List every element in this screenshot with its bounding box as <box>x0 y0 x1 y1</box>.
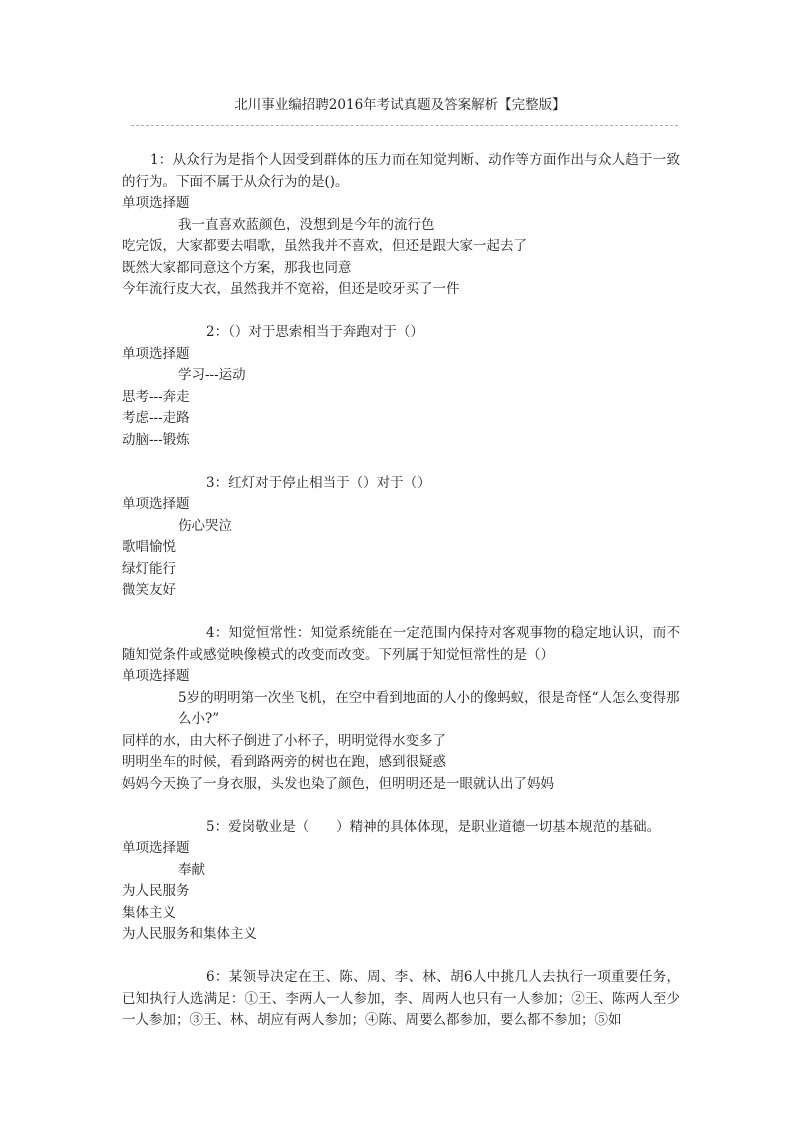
question-5 <box>122 817 680 946</box>
question-type: 单项选择题 <box>122 345 190 362</box>
option-c: 明明坐车的时候，看到路两旁的树也在跑，感到很疑惑 <box>122 754 446 770</box>
title-divider <box>131 125 678 126</box>
option-d: 妈妈今天换了一身衣服，头发也染了颜色，但明明还是一眼就认出了妈妈 <box>122 775 554 792</box>
question-6 <box>122 967 680 1032</box>
option-b: 吃完饭，大家都要去唱歌，虽然我并不喜欢，但还是跟大家一起去了 <box>122 238 527 254</box>
option-a: 学习---运动 <box>178 367 246 383</box>
option-a: 5岁的明明第一次坐飞机，在空中看到地面的人小的像蚂蚁，很是奇怪“人怎么变得那么小?” <box>178 689 680 727</box>
option-c: 绿灯能行 <box>122 560 176 577</box>
question-1 <box>122 150 680 301</box>
question-stem: 6：某领导决定在王、陈、周、李、林、胡6人中挑几人去执行一项重要任务，已知执行人选满足：①王、李两人一人参加，李、周两人也只有一人参加；②王、陈两人至少一人参加；③王、林、胡应有两人参加；④陈、周要么都参加，要么都不参加；⑤如 <box>122 969 680 1028</box>
option-d: 今年流行皮大衣，虽然我并不宽裕，但还是咬牙买了一件 <box>122 281 460 297</box>
option-b: 同样的水，由大杯子倒进了小杯子，明明觉得水变多了 <box>122 732 446 749</box>
question-type: 单项选择题 <box>122 840 190 856</box>
question-stem: 3：红灯对于停止相当于（）对于（） <box>206 474 431 491</box>
question-type: 单项选择题 <box>122 668 190 684</box>
question-type: 单项选择题 <box>122 496 190 512</box>
question-type: 单项选择题 <box>122 195 190 211</box>
option-d: 为人民服务和集体主义 <box>122 926 257 942</box>
question-4 <box>122 623 680 795</box>
option-c: 集体主义 <box>122 904 176 921</box>
question-stem: 2：（）对于思索相当于奔跑对于（） <box>206 324 424 340</box>
option-d: 微笑友好 <box>122 582 176 598</box>
option-c: 既然大家都同意这个方案，那我也同意 <box>122 259 352 276</box>
option-b: 歌唱愉悦 <box>122 539 176 555</box>
option-b: 思考---奔走 <box>122 388 190 405</box>
option-d: 动脑---锻炼 <box>122 431 190 448</box>
question-2 <box>122 322 680 451</box>
option-a: 伤心哭泣 <box>178 517 232 534</box>
document-body <box>122 150 680 1032</box>
question-stem: 5：爱岗敬业是（ ）精神的具体体现，是职业道德一切基本规范的基础。 <box>206 818 661 835</box>
document-title: 北川事业编招聘2016年考试真题及答案解析【完整版】 <box>234 97 566 113</box>
option-c: 考虑---走路 <box>122 410 190 426</box>
question-stem: 4：知觉恒常性：知觉系统能在一定范围内保持对客观事物的稳定地认识，而不随知觉条件或感觉映像模式的改变而改变。下列属于知觉恒常性的是（） <box>122 625 680 663</box>
option-b: 为人民服务 <box>122 883 190 899</box>
option-a: 奉献 <box>178 861 205 878</box>
option-a: 我一直喜欢蓝颜色，没想到是今年的流行色 <box>178 216 435 233</box>
question-3 <box>122 473 680 602</box>
question-stem: 1：从众行为是指个人因受到群体的压力而在知觉判断、动作等方面作出与众人趋于一致的行为。下面不属于从众行为的是()。 <box>122 152 680 190</box>
